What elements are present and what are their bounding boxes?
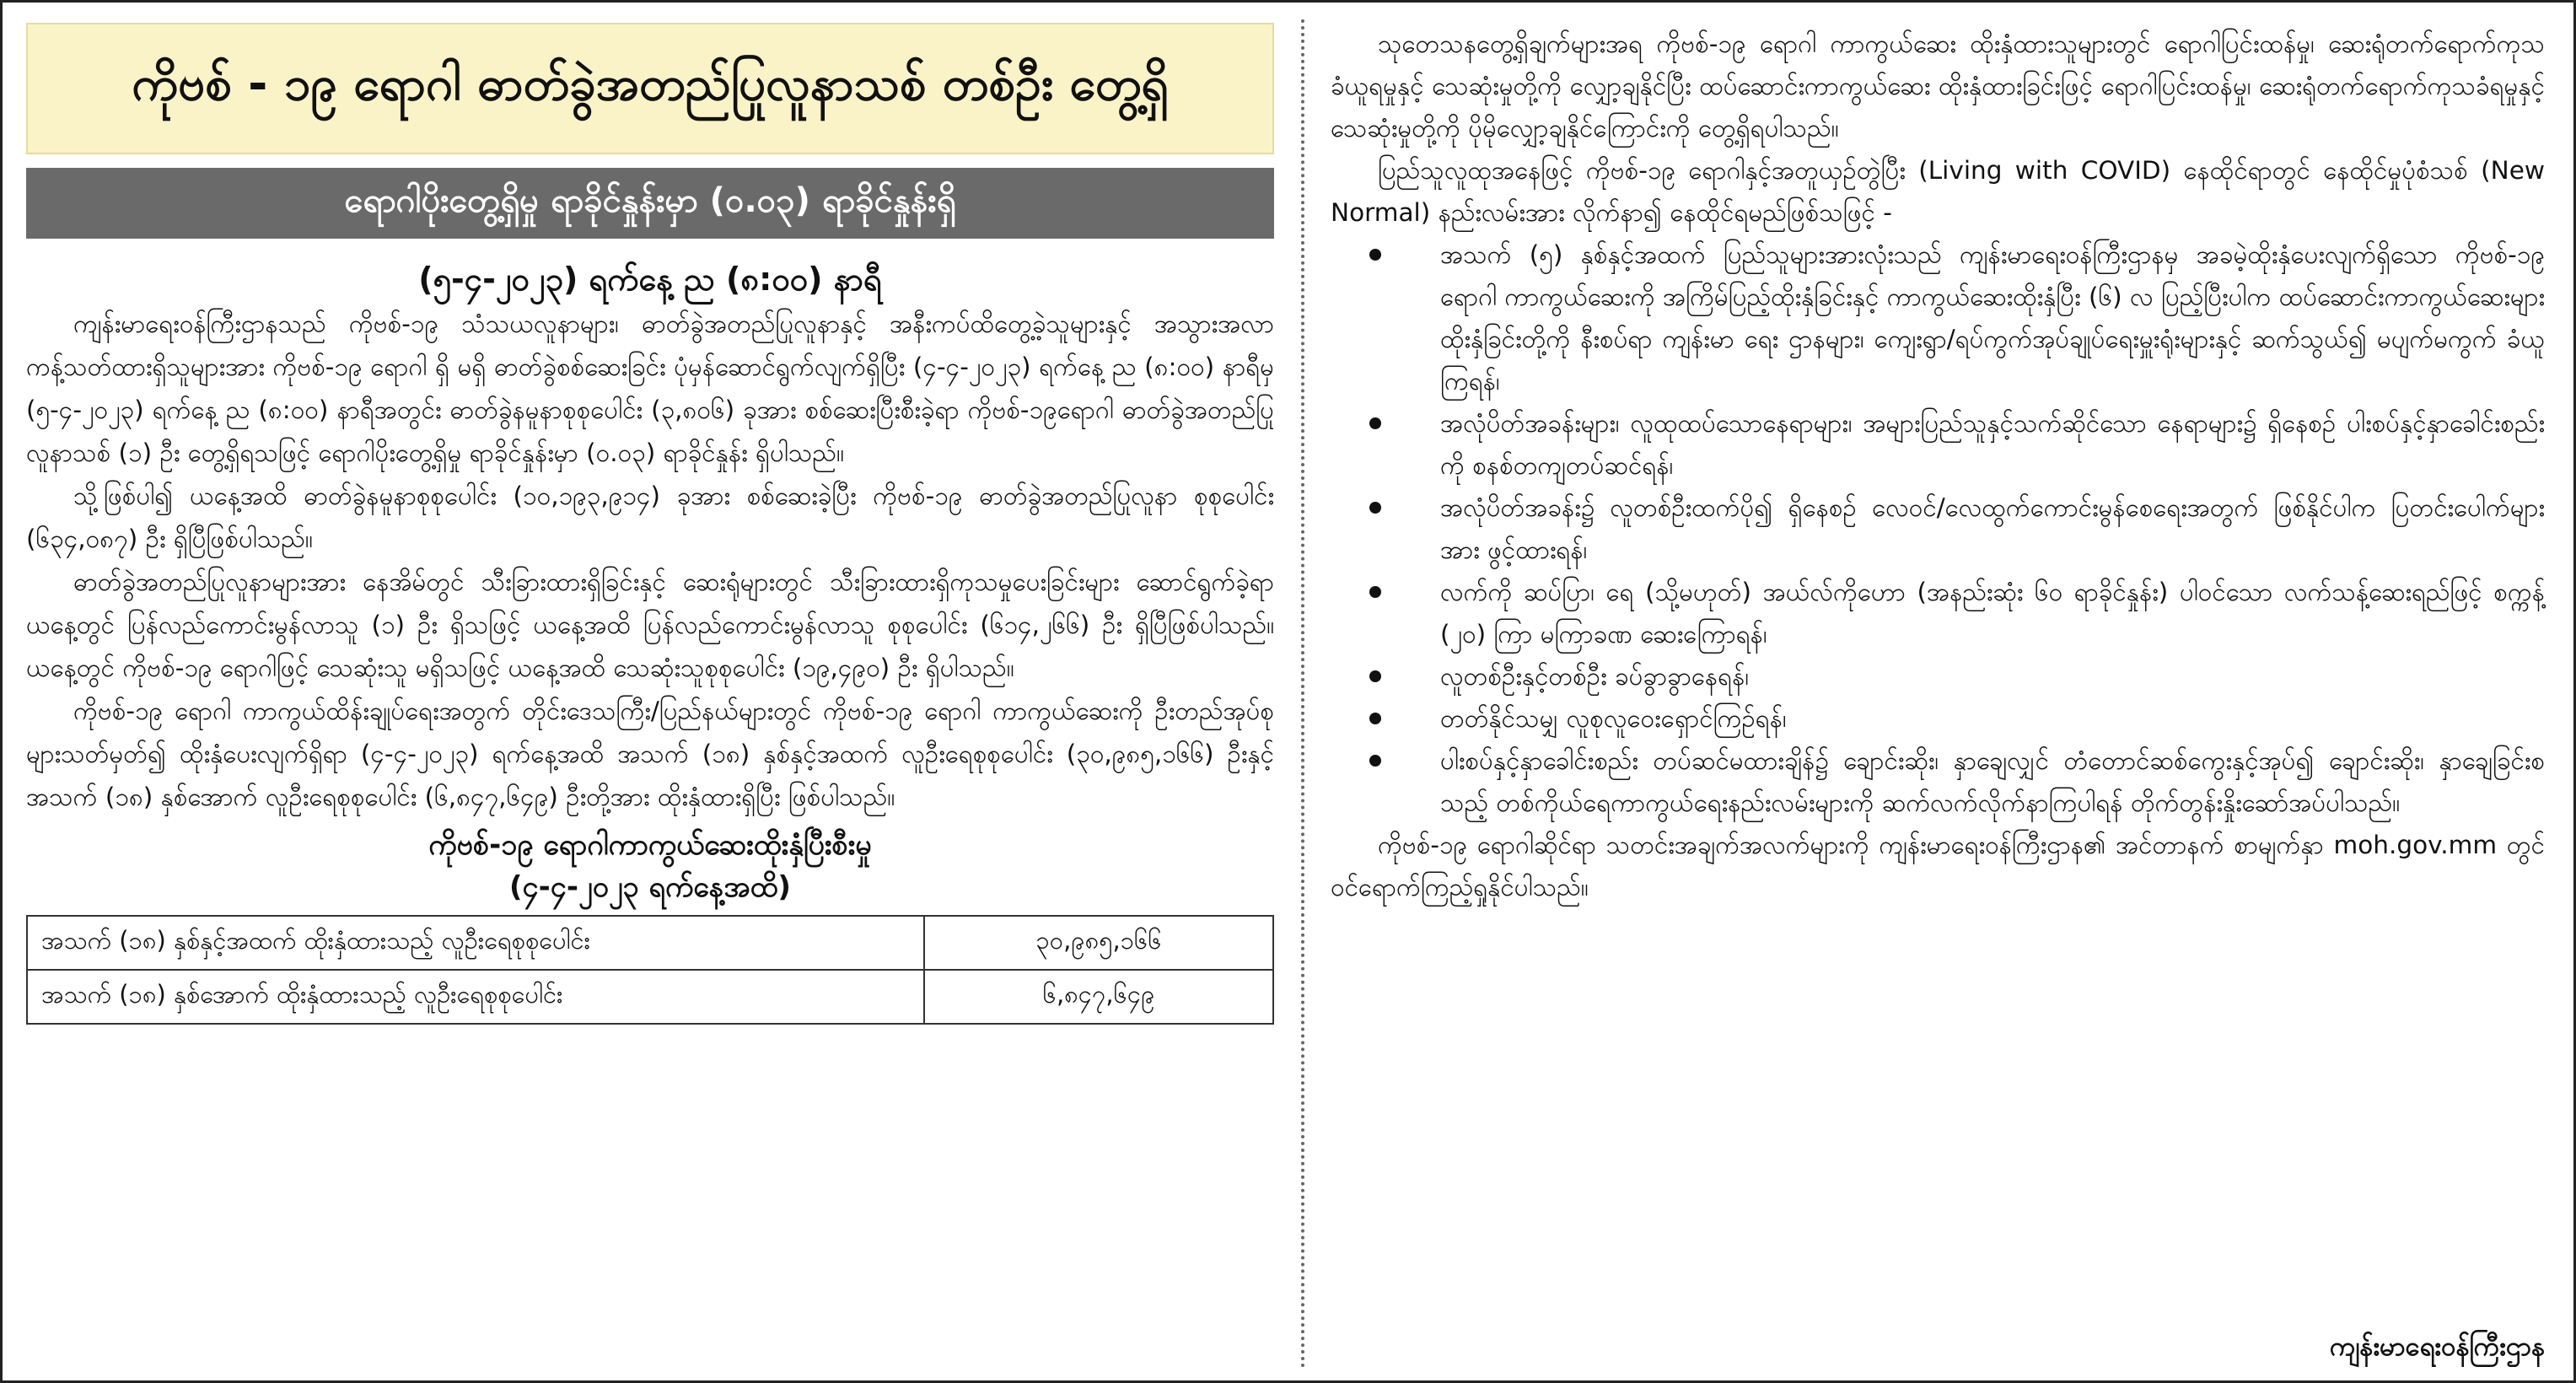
list-item: လူတစ်ဦးနှင့်တစ်ဦး ခပ်ခွာခွာနေရန်၊ bbox=[1331, 655, 2545, 697]
right-column bbox=[1331, 23, 2545, 1368]
paragraph-testing: ကျန်းမာရေးဝန်ကြီးဌာနသည် ကိုဗစ်-၁၉ သံသယလူနာများ၊ ဓာတ်ခွဲအတည်ပြုလူနာနှင့် အနီးကပ်ထိတွေ့ခဲ့သူများနှင့် အသွားအလာကန့်သတ်ထားရှိသူများအား ကိုဗစ်-၁၉ ရောဂါ ရှိ မရှိ ဓာတ်ခွဲစစ်ဆေးခြင်း ပုံမှန်ဆောင်ရွက်လျက်ရှိပြီး (၄-၄-၂၀၂၃) ရက်နေ့ ည (၈:၀၀) နာရီမှ (၅-၄-၂၀၂၃) ရက်နေ့ ည (၈:၀၀) နာရီအတွင်း ဓာတ်ခွဲနမူနာစုစုပေါင်း (၃,၈၀၆) ခုအား စစ်ဆေးပြီးစီးခဲ့ရာ ကိုဗစ်-၁၉ရောဂါ ဓာတ်ခွဲအတည်ပြုလူနာသစ် (၁) ဦး တွေ့ရှိရသဖြင့် ရောဂါပိုးတွေ့ရှိမှု ရာခိုင်နှုန်းမှာ (၀.၀၃) ရာခိုင်နှုန်း ရှိပါသည်။ bbox=[26, 309, 1274, 467]
column-divider bbox=[1301, 19, 1304, 1369]
vaccination-section-subtitle: (၄-၄-၂၀၂၃ ရက်နေ့အထိ) bbox=[509, 870, 791, 904]
vaccination-table bbox=[26, 915, 1274, 1025]
paragraph-recovery: ဓာတ်ခွဲအတည်ပြုလူနာများအား နေအိမ်တွင် သီးခြားထားရှိခြင်းနှင့် ဆေးရုံများတွင် သီးခြားထားရှိကုသမှုပေးခြင်းများ ဆောင်ရွက်ခဲ့ရာ ယနေ့တွင် ပြန်လည်ကောင်းမွန်လာသူ (၁) ဦး ရှိသဖြင့် ယနေ့အထိ ပြန်လည်ကောင်းမွန်လာသူ စုစုပေါင်း (၆၁၄,၂၆၆) ဦး ရှိပြီဖြစ်ပါသည်။ ယနေ့တွင် ကိုဗစ်-၁၉ ရောဂါဖြင့် သေဆုံးသူ မရှိသဖြင့် ယနေ့အထိ သေဆုံးသူစုစုပေါင်း (၁၉,၄၉၀) ဦး ရှိပါသည်။ bbox=[26, 568, 1274, 682]
subheadline-text: ရောဂါပိုးတွေ့ရှိမှု ရာခိုင်နှုန်းမှာ (၀.၀၃) ရာခိုင်နှုန်းရှိ bbox=[344, 180, 956, 220]
table-row bbox=[27, 970, 1273, 1024]
table-cell-value: ၃၀,၉၈၅,၁၆၆ bbox=[924, 916, 1273, 970]
bullet-icon bbox=[1369, 502, 1381, 514]
paragraph-cumulative: သို့ဖြစ်ပါ၍ ယနေ့အထိ ဓာတ်ခွဲနမူနာစုစုပေါင်း (၁၀,၁၉၃,၉၁၄) ခုအား စစ်ဆေးခဲ့ပြီး ကိုဗစ်-၁၉ ဓာတ်ခွဲအတည်ပြုလူနာ စုစုပေါင်း (၆၃၄,၀၈၇) ဦး ရှိပြီဖြစ်ပါသည်။ bbox=[26, 482, 1274, 553]
bullet-icon bbox=[1369, 249, 1381, 261]
left-column bbox=[26, 23, 1274, 1368]
bullet-icon bbox=[1369, 713, 1381, 724]
paragraph-vaccination: ကိုဗစ်-၁၉ ရောဂါ ကာကွယ်ထိန်းချုပ်ရေးအတွက် တိုင်းဒေသကြီး/ပြည်နယ်များတွင် ကိုဗစ်-၁၉ ရောဂါ ကာကွယ်ဆေးကို ဦးတည်အုပ်စုများသတ်မှတ်၍ ထိုးနှံပေးလျက်ရှိရာ (၄-၄-၂၀၂၃) ရက်နေ့အထိ အသက် (၁၈) နှစ်နှင့်အထက် လူဦးရေစုစုပေါင်း (၃၀,၉၈၅,၁၆၆) ဦးနှင့် အသက် (၁၈) နှစ်အောက် လူဦးရေစုစုပေါင်း (၆,၈၄၇,၆၄၉) ဦးတို့အား ထိုးနှံထားရှိပြီး ဖြစ်ပါသည်။ bbox=[26, 697, 1274, 811]
vaccination-section-title: ကိုဗစ်-၁၉ ရောဂါကာကွယ်ဆေးထိုးနှံပြီးစီးမှု bbox=[428, 828, 872, 862]
table-cell-value: ၆,၈၄၇,၆၄၉ bbox=[924, 970, 1273, 1024]
paragraph-research: သုတေသနတွေ့ရှိချက်များအရ ကိုဗစ်-၁၉ ရောဂါ ကာကွယ်ဆေး ထိုးနှံထားသူများတွင် ရောဂါပြင်းထန်မှု၊ ဆေးရုံတက်ရောက်ကုသခံယူရမှုနှင့် သေဆုံးမှုတို့ကို လျှော့ချနိုင်ပြီး ထပ်ဆောင်းကာကွယ်ဆေး ထိုးနှံထားခြင်းဖြင့် ရောဂါပြင်းထန်မှု၊ ဆေးရုံတက်ရောက်ကုသခံရမှုနှင့် သေဆုံးမှုတို့ကို ပိုမိုလျှော့ချနိုင်ကြောင်းကို တွေ့ရှိရပါသည်။ bbox=[1331, 30, 2545, 143]
headline-text: ကိုဗစ် - ၁၉ ရောဂါ ဓာတ်ခွဲအတည်ပြုလူနာသစ် တစ်ဦး တွေ့ရှိ bbox=[132, 57, 1169, 111]
dateline: (၅-၄-၂၀၂၃) ရက်နေ့ ည (၈:၀၀) နာရီ bbox=[418, 261, 882, 298]
table-cell-label: အသက် (၁၈) နှစ်နှင့်အထက် ထိုးနှံထားသည့် လူဦးရေစုစုပေါင်း bbox=[27, 916, 924, 970]
headline-banner bbox=[26, 23, 1274, 154]
table-cell-label: အသက် (၁၈) နှစ်အောက် ထိုးနှံထားသည့် လူဦးရေစုစုပေါင်း bbox=[27, 970, 924, 1024]
subheadline-banner bbox=[26, 168, 1274, 239]
bullet-icon bbox=[1369, 586, 1381, 598]
list-item: အလုံပိတ်အခန်း၌ လူတစ်ဦးထက်ပို၍ ရှိနေစဉ် လေဝင်/လေထွက်ကောင်းမွန်စေရေးအတွက် ဖြစ်နိုင်ပါက ပြတင်းပေါက်များအား ဖွင့်ထားရန်၊ bbox=[1331, 487, 2545, 571]
bullet-icon bbox=[1369, 755, 1381, 767]
list-item: ပါးစပ်နှင့်နှာခေါင်းစည်း တပ်ဆင်မထားချိန်၌ ချောင်းဆိုး၊ နှာချေလျှင် တံတောင်ဆစ်ကွေးနှင့်အုပ်၍ ချောင်းဆိုး၊ နှာချေခြင်းစသည့် တစ်ကိုယ်ရေကာကွယ်ရေးနည်းလမ်းများကို ဆက်လက်လိုက်နာကြပါရန် တိုက်တွန်းနှိုးဆော်အပ်ပါသည်။ bbox=[1331, 740, 2545, 824]
signature: ကျန်းမာရေးဝန်ကြီးဌာန bbox=[2330, 1332, 2545, 1362]
measures-list bbox=[1331, 234, 2545, 824]
table-row bbox=[27, 916, 1273, 970]
list-item: တတ်နိုင်သမျှ လူစုလူဝေးရှောင်ကြဉ်ရန်၊ bbox=[1331, 697, 2545, 740]
list-item: အသက် (၅) နှစ်နှင့်အထက် ပြည်သူများအားလုံးသည် ကျန်းမာရေးဝန်ကြီးဌာနမှ အခမဲ့ထိုးနှံပေးလျက်ရှိသော ကိုဗစ်-၁၉ ရောဂါ ကာကွယ်ဆေးကို အကြိမ်ပြည့်ထိုးနှံခြင်းနှင့် ကာကွယ်ဆေးထိုးနှံပြီး (၆) လ ပြည့်ပြီးပါက ထပ်ဆောင်းကာကွယ်ဆေးများ ထိုးနှံခြင်းတို့ကို နီးစပ်ရာ ကျန်းမာ ရေး ဌာနများ၊ ကျေးရွာ/ရပ်ကွက်အုပ်ချုပ်ရေးမှူးရုံးများနှင့် ဆက်သွယ်၍ မပျက်မကွက် ခံယူကြရန်၊ bbox=[1331, 234, 2545, 402]
list-item: လက်ကို ဆပ်ပြာ၊ ရေ (သို့မဟုတ်) အယ်လ်ကိုဟော (အနည်းဆုံး ၆၀ ရာခိုင်နှုန်း) ပါဝင်သော လက်သန့်ဆေးရည်ဖြင့် စက္ကန့် (၂၀) ကြာ မကြာခဏ ဆေးကြောရန်၊ bbox=[1331, 571, 2545, 655]
bullet-icon bbox=[1369, 670, 1381, 682]
bullet-icon bbox=[1369, 417, 1381, 429]
paragraph-living-with-covid: ပြည်သူလူထုအနေဖြင့် ကိုဗစ်-၁၉ ရောဂါနှင့်အတူယှဉ်တွဲပြီး (Living with COVID) နေထိုင်ရာတွင် နေထိုင်မှုပုံစံသစ် (New Normal) နည်းလမ်းအား လိုက်နာ၍ နေထိုင်ရမည်ဖြစ်သဖြင့် - bbox=[1331, 156, 2545, 227]
list-item: အလုံပိတ်အခန်းများ၊ လူထုထပ်သောနေရာများ၊ အများပြည်သူနှင့်သက်ဆိုင်သော နေရာများ၌ ရှိနေစဉ် ပါးစပ်နှင့်နှာခေါင်းစည်းကို စနစ်တကျတပ်ဆင်ရန်၊ bbox=[1331, 402, 2545, 487]
paragraph-closing: ကိုဗစ်-၁၉ ရောဂါဆိုင်ရာ သတင်းအချက်အလက်များကို ကျန်းမာရေးဝန်ကြီးဌာန၏ အင်တာနက် စာမျက်နှာ moh.gov.mm တွင် ဝင်ရောက်ကြည့်ရှုနိုင်ပါသည်။ bbox=[1331, 831, 2545, 901]
